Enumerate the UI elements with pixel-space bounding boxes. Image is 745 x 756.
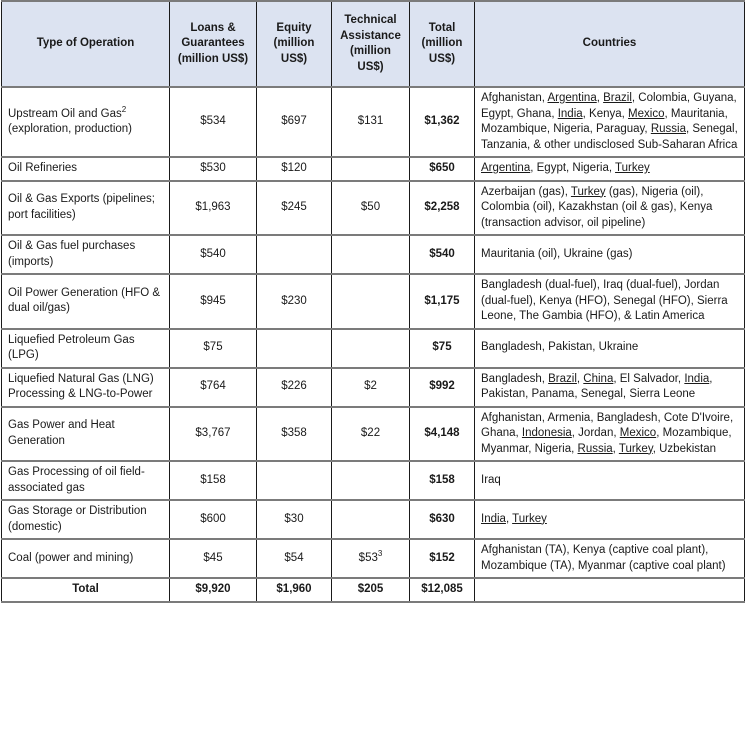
row-loans-value: $600 [170, 500, 257, 539]
grand-total-countries [475, 578, 745, 602]
row-loans-value: $1,963 [170, 181, 257, 236]
row-total-value: $75 [410, 329, 475, 368]
row-equity-value: $226 [257, 368, 332, 407]
row-operation-label: Coal (power and mining) [2, 539, 170, 578]
table-row [2, 407, 745, 462]
table-row [2, 274, 745, 329]
row-technical-assistance-value: $2 [332, 368, 410, 407]
row-equity-value: $358 [257, 407, 332, 462]
row-countries-list: Argentina, Egypt, Nigeria, Turkey [475, 157, 745, 181]
row-technical-assistance-value [332, 329, 410, 368]
row-countries-list: Mauritania (oil), Ukraine (gas) [475, 235, 745, 274]
row-loans-value: $534 [170, 87, 257, 157]
row-operation-label: Gas Storage or Distribution (domestic) [2, 500, 170, 539]
row-countries-list: Bangladesh, Pakistan, Ukraine [475, 329, 745, 368]
header-equity: Equity (million US$) [257, 1, 332, 87]
table-row [2, 368, 745, 407]
row-technical-assistance-value [332, 274, 410, 329]
row-equity-value: $120 [257, 157, 332, 181]
row-technical-assistance-value [332, 500, 410, 539]
table-row [2, 461, 745, 500]
row-countries-list: Afghanistan (TA), Kenya (captive coal plant), Mozambique (TA), Myanmar (captive coal plant) [475, 539, 745, 578]
row-total-value: $1,362 [410, 87, 475, 157]
row-equity-value [257, 235, 332, 274]
row-technical-assistance-value: $50 [332, 181, 410, 236]
row-operation-label: Oil Refineries [2, 157, 170, 181]
table-header [2, 1, 745, 87]
row-technical-assistance-value: $22 [332, 407, 410, 462]
row-equity-value [257, 329, 332, 368]
row-technical-assistance-value [332, 235, 410, 274]
energy-finance-table [1, 0, 745, 603]
header-total: Total (million US$) [410, 1, 475, 87]
row-total-value: $630 [410, 500, 475, 539]
row-technical-assistance-value [332, 461, 410, 500]
row-loans-value: $3,767 [170, 407, 257, 462]
header-countries: Countries [475, 1, 745, 87]
row-operation-label: Oil Power Generation (HFO & dual oil/gas) [2, 274, 170, 329]
row-total-value: $4,148 [410, 407, 475, 462]
row-operation-label: Oil & Gas fuel purchases (imports) [2, 235, 170, 274]
table-row [2, 87, 745, 157]
row-equity-value: $245 [257, 181, 332, 236]
table-footer [2, 578, 745, 602]
row-operation-label: Gas Processing of oil field-associated gas [2, 461, 170, 500]
header-technical-assistance: Technical Assistance (million US$) [332, 1, 410, 87]
table-row [2, 539, 745, 578]
row-operation-label: Upstream Oil and Gas$^2$ (exploration, production) [2, 87, 170, 157]
row-equity-value: $230 [257, 274, 332, 329]
row-countries-list: Afghanistan, Armenia, Bangladesh, Cote D'Ivoire, Ghana, Indonesia, Jordan, Mexico, Mozambique, Myanmar, Nigeria, Russia, Turkey, Uzbekistan [475, 407, 745, 462]
row-total-value: $158 [410, 461, 475, 500]
grand-total-technical-assistance: $205 [332, 578, 410, 602]
header-loans-guarantees: Loans & Guarantees (million US$) [170, 1, 257, 87]
row-equity-value: $697 [257, 87, 332, 157]
row-countries-list: India, Turkey [475, 500, 745, 539]
row-operation-label: Liquefied Petroleum Gas (LPG) [2, 329, 170, 368]
row-total-value: $992 [410, 368, 475, 407]
row-operation-label: Gas Power and Heat Generation [2, 407, 170, 462]
row-loans-value: $75 [170, 329, 257, 368]
row-technical-assistance-value: $\$53^3$ [332, 539, 410, 578]
row-countries-list: Iraq [475, 461, 745, 500]
row-loans-value: $158 [170, 461, 257, 500]
row-equity-value: $54 [257, 539, 332, 578]
table-body [2, 87, 745, 578]
row-total-value: $152 [410, 539, 475, 578]
row-equity-value: $30 [257, 500, 332, 539]
row-equity-value [257, 461, 332, 500]
table-row [2, 235, 745, 274]
row-countries-list: Bangladesh (dual-fuel), Iraq (dual-fuel), Jordan (dual-fuel), Kenya (HFO), Senegal (HFO), Sierra Leone, The Gambia (HFO), & Latin America [475, 274, 745, 329]
header-row [2, 1, 745, 87]
grand-total-equity: $1,960 [257, 578, 332, 602]
row-total-value: $1,175 [410, 274, 475, 329]
row-loans-value: $530 [170, 157, 257, 181]
grand-total-label: Total [2, 578, 170, 602]
grand-total-loans: $9,920 [170, 578, 257, 602]
grand-total-row [2, 578, 745, 602]
row-operation-label: Oil & Gas Exports (pipelines; port facilities) [2, 181, 170, 236]
row-technical-assistance-value: $131 [332, 87, 410, 157]
row-total-value: $650 [410, 157, 475, 181]
table-row [2, 329, 745, 368]
row-total-value: $2,258 [410, 181, 475, 236]
row-countries-list: Azerbaijan (gas), Turkey (gas), Nigeria (oil), Colombia (oil), Kazakhstan (oil & gas), Kenya (transaction advisor, oil pipeline) [475, 181, 745, 236]
row-total-value: $540 [410, 235, 475, 274]
table-row [2, 157, 745, 181]
row-operation-label: Liquefied Natural Gas (LNG) Processing & LNG-to-Power [2, 368, 170, 407]
row-loans-value: $540 [170, 235, 257, 274]
row-countries-list: Afghanistan, Argentina, Brazil, Colombia, Guyana, Egypt, Ghana, India, Kenya, Mexico, Mauritania, Mozambique, Nigeria, Paraguay, Russia, Senegal, Tanzania, & other undisclosed Sub-Saharan Africa [475, 87, 745, 157]
row-loans-value: $945 [170, 274, 257, 329]
row-loans-value: $45 [170, 539, 257, 578]
row-loans-value: $764 [170, 368, 257, 407]
row-countries-list: Bangladesh, Brazil, China, El Salvador, India, Pakistan, Panama, Senegal, Sierra Leone [475, 368, 745, 407]
header-type-of-operation: Type of Operation [2, 1, 170, 87]
table-row [2, 181, 745, 236]
table-row [2, 500, 745, 539]
grand-total-total: $12,085 [410, 578, 475, 602]
row-technical-assistance-value [332, 157, 410, 181]
